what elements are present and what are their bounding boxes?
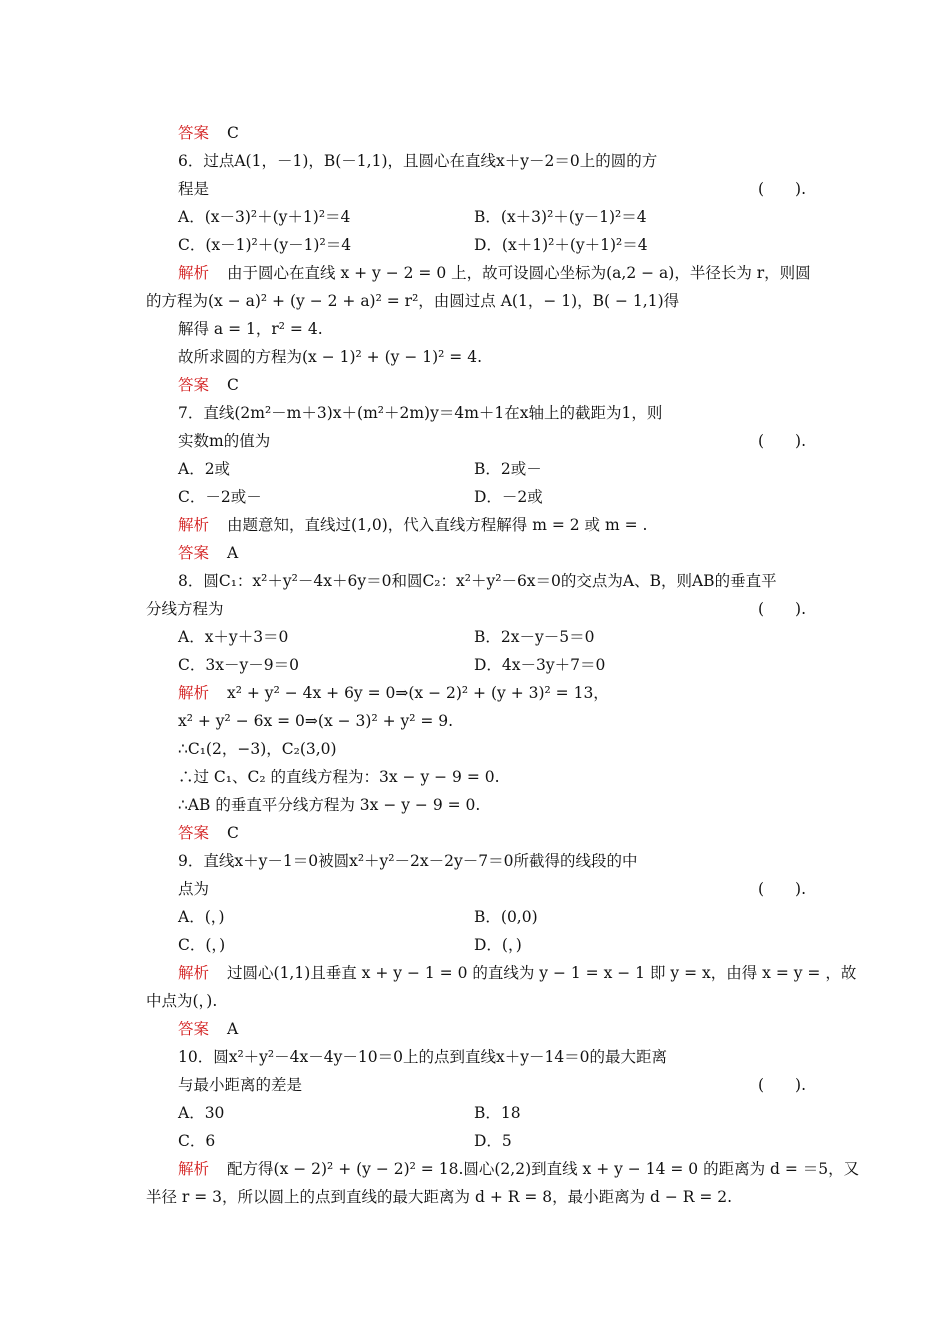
option-d: D．5 — [474, 1132, 512, 1150]
question-6-stem: 6．过点A(1，－1)，B(－1,1)，且圆心在直线x＋y－2＝0上的圆的方 — [178, 152, 658, 170]
option-a: A．x＋y＋3＝0 — [178, 628, 289, 646]
option-c: C．(，) — [178, 936, 226, 954]
analysis-text: ∴C₁(2，−3)，C₂(3,0) — [178, 740, 337, 758]
analysis-line: 解析 由题意知，直线过(1,0)，代入直线方程解得 m = 2 或 m = . — [178, 516, 648, 534]
question-8-stem: 8．圆C₁：x²＋y²－4x＋6y＝0和圆C₂：x²＋y²－6x＝0的交点为A、B，则AB的垂直平 — [178, 572, 777, 590]
option-b: B．(0,0) — [474, 908, 538, 926]
analysis-label: 解析 — [178, 684, 210, 702]
analysis-text: 解得 a = 1，r² = 4. — [178, 320, 323, 338]
analysis-line: 解析 x² + y² − 4x + 6y = 0⇒(x − 2)² + (y + 3)² = 13， — [178, 684, 609, 702]
answer-blank: ( ). — [757, 600, 806, 618]
question-10-stem: 10．圆x²＋y²－4x－4y－10＝0上的点到直线x＋y－14＝0的最大距离 — [178, 1048, 668, 1066]
answer-line: 答案 C — [178, 824, 239, 842]
option-a: A．2或 — [178, 460, 231, 478]
option-d: D．－2或 — [474, 488, 543, 506]
option-a: A．(x－3)²＋(y＋1)²＝4 — [178, 208, 351, 226]
option-c: C．3x－y－9＝0 — [178, 656, 299, 674]
answer-blank: ( ). — [757, 180, 806, 198]
option-c: C．－2或－ — [178, 488, 262, 506]
option-b: B．18 — [474, 1104, 521, 1122]
analysis-label: 解析 — [178, 1160, 210, 1178]
answer-line: 答案 A — [178, 544, 239, 562]
analysis-line: 解析 由于圆心在直线 x + y − 2 = 0 上，故可设圆心坐标为(a,2 − a)，半径长为 r，则圆 — [178, 264, 811, 282]
question-6-stem-end: 程是 ( ). — [178, 175, 806, 203]
answer-line: 答案 C — [178, 376, 239, 394]
question-8-stem-end: 分线方程为 ( ). — [146, 595, 806, 623]
option-b: B．2x－y－5＝0 — [474, 628, 595, 646]
option-a: A．30 — [178, 1104, 225, 1122]
question-7-stem: 7．直线(2m²－m＋3)x＋(m²＋2m)y＝4m＋1在x轴上的截距为1，则 — [178, 404, 663, 422]
question-9-stem-end: 点为 ( ). — [178, 875, 806, 903]
option-b: B．2或－ — [474, 460, 542, 478]
question-7-stem-end: 实数m的值为 ( ). — [178, 427, 806, 455]
analysis-text: ∴AB 的垂直平分线方程为 3x − y − 9 = 0. — [178, 796, 481, 814]
option-d: D．4x－3y＋7＝0 — [474, 656, 606, 674]
answer-label: 答案 — [178, 376, 210, 394]
option-a: A．(，) — [178, 908, 225, 926]
analysis-label: 解析 — [178, 516, 210, 534]
question-10-stem-end: 与最小距离的差是 ( ). — [178, 1071, 806, 1099]
analysis-text: 半径 r = 3，所以圆上的点到直线的最大距离为 d + R = 8，最小距离为 d − R = 2. — [146, 1188, 733, 1206]
answer-label: 答案 — [178, 544, 210, 562]
answer-blank: ( ). — [757, 432, 806, 450]
answer-line: 答案 C — [178, 124, 239, 142]
answer-line: 答案 A — [178, 1020, 239, 1038]
answer-label: 答案 — [178, 1020, 210, 1038]
analysis-label: 解析 — [178, 964, 210, 982]
analysis-text: 的方程为(x − a)² + (y − 2 + a)² = r²，由圆过点 A(1，− 1)，B( − 1,1)得 — [146, 292, 680, 310]
analysis-label: 解析 — [178, 264, 210, 282]
option-d: D．(，) — [474, 936, 522, 954]
answer-label: 答案 — [178, 824, 210, 842]
analysis-text: 中点为(，). — [146, 992, 218, 1010]
answer-label: 答案 — [178, 124, 210, 142]
question-9-stem: 9．直线x＋y－1＝0被圆x²＋y²－2x－2y－7＝0所截得的线段的中 — [178, 852, 638, 870]
option-c: C．(x－1)²＋(y－1)²＝4 — [178, 236, 352, 254]
analysis-text: 故所求圆的方程为(x − 1)² + (y − 1)² = 4. — [178, 348, 482, 366]
option-d: D．(x＋1)²＋(y＋1)²＝4 — [474, 236, 648, 254]
option-b: B．(x＋3)²＋(y－1)²＝4 — [474, 208, 647, 226]
analysis-text: x² + y² − 6x = 0⇒(x − 3)² + y² = 9. — [178, 712, 454, 730]
analysis-text: ∴过 C₁、C₂ 的直线方程为：3x − y − 9 = 0. — [178, 768, 500, 786]
answer-blank: ( ). — [757, 880, 806, 898]
option-c: C．6 — [178, 1132, 216, 1150]
answer-blank: ( ). — [757, 1076, 806, 1094]
analysis-line: 解析 过圆心(1,1)且垂直 x + y − 1 = 0 的直线为 y − 1 = x − 1 即 y = x，由得 x = y = ，故 — [178, 964, 857, 982]
analysis-line: 解析 配方得(x − 2)² + (y − 2)² = 18.圆心(2,2)到直线 x + y − 14 = 0 的距离为 d = ＝5，又 — [178, 1160, 860, 1178]
